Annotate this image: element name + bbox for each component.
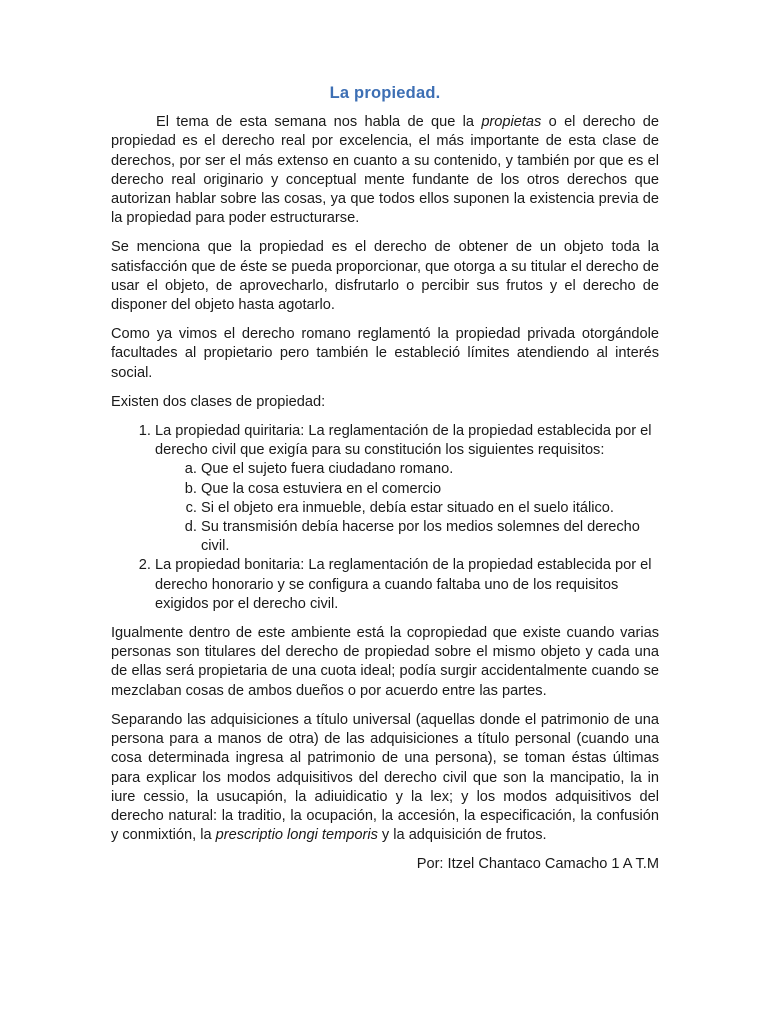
paragraph-intro-italic: propietas	[481, 114, 542, 131]
requirement-item: a. Que el sujeto fuera ciudadano romano.	[201, 460, 659, 479]
paragraph-adquisiciones-start: Separando las adquisiciones a título universal (aquellas donde el patrimonio de una persona para a manos de otra) de las adquisiciones a título personal (cuando una cosa determinada ingresa al patrimonio de una persona), se toman éstas últimas para explicar los modos adquisitivos del derecho civil que son la mancipatio, la in iure cessio, la usucapión, la adiuidicatio y la lex; y los modos adquisitivos del derecho natural: la traditio, la ocupación, la accesión, la especificación, la confusión y conmixtión, la	[111, 711, 659, 844]
paragraph-adquisiciones-italic: prescriptio longi temporis	[215, 827, 378, 844]
requirements-list	[155, 460, 659, 556]
list-item-bonitaria-text: La propiedad bonitaria: La reglamentación de la propiedad establecida por el derecho honorario y se configura a cuando faltaba uno de los requisitos exigidos por el derecho civil.	[155, 557, 652, 612]
paragraph-intro-start: El tema de esta semana nos habla de que la	[156, 114, 482, 131]
paragraph-adquisiciones	[111, 711, 659, 845]
paragraph-definition: Se menciona que la propiedad es el derecho de obtener de un objeto toda la satisfacción que de éste se pueda proporcionar, que otorga a su titular el derecho de usar el objeto, de aprovecharlo, disfrutarlo o percibir sus frutos y el derecho de disponer del objeto hasta agotarlo.	[111, 239, 659, 314]
list-item-quiritaria-text: La propiedad quiritaria: La reglamentación de la propiedad establecida por el derecho civil que exigía para su constitución los siguientes requisitos:	[155, 423, 652, 459]
paragraph-copropiedad: Igualmente dentro de este ambiente está la copropiedad que existe cuando varias personas son titulares del derecho de propiedad sobre el mismo objeto y cada una de ellas será propietaria de una cuota ideal; podía surgir accidentalmente cuando se mezclaban cosas de ambos dueños o por acuerdo entre las partes.	[111, 625, 659, 699]
paragraph-intro-end: o el derecho de propiedad es el derecho real por excelencia, el más importante de esta clase de derechos, por ser el más extenso en cuanto a su contenido, y también por que es el derecho real originario y conceptual mente fundante de los otros derechos que autorizan hablar sobre las cosas, ya que todos ellos suponen la existencia previa de la propiedad para poder estructurarse.	[111, 114, 659, 227]
author-signature: Por: Itzel Chantaco Camacho 1 A T.M	[416, 856, 659, 873]
requirement-item: c. Si el objeto era inmueble, debía estar situado en el suelo itálico.	[201, 499, 659, 518]
document-title: La propiedad.	[329, 84, 441, 102]
requirement-item: d. Su transmisión debía hacerse por los medios solemnes del derecho civil.	[201, 518, 659, 556]
paragraph-adquisiciones-end: y la adquisición de frutos.	[377, 827, 547, 844]
list-item-bonitaria	[155, 556, 659, 614]
requirement-item: b. Que la cosa estuviera en el comercio	[201, 480, 659, 499]
paragraph-classes-intro: Existen dos clases de propiedad:	[111, 393, 326, 410]
list-item-quiritaria	[155, 422, 659, 556]
paragraph-roman-law: Como ya vimos el derecho romano reglamentó la propiedad privada otorgándole facultades al propietario pero también le estableció límites atendiendo al interés social.	[111, 326, 659, 381]
paragraph-intro	[111, 113, 659, 228]
property-classes-list	[111, 422, 659, 614]
